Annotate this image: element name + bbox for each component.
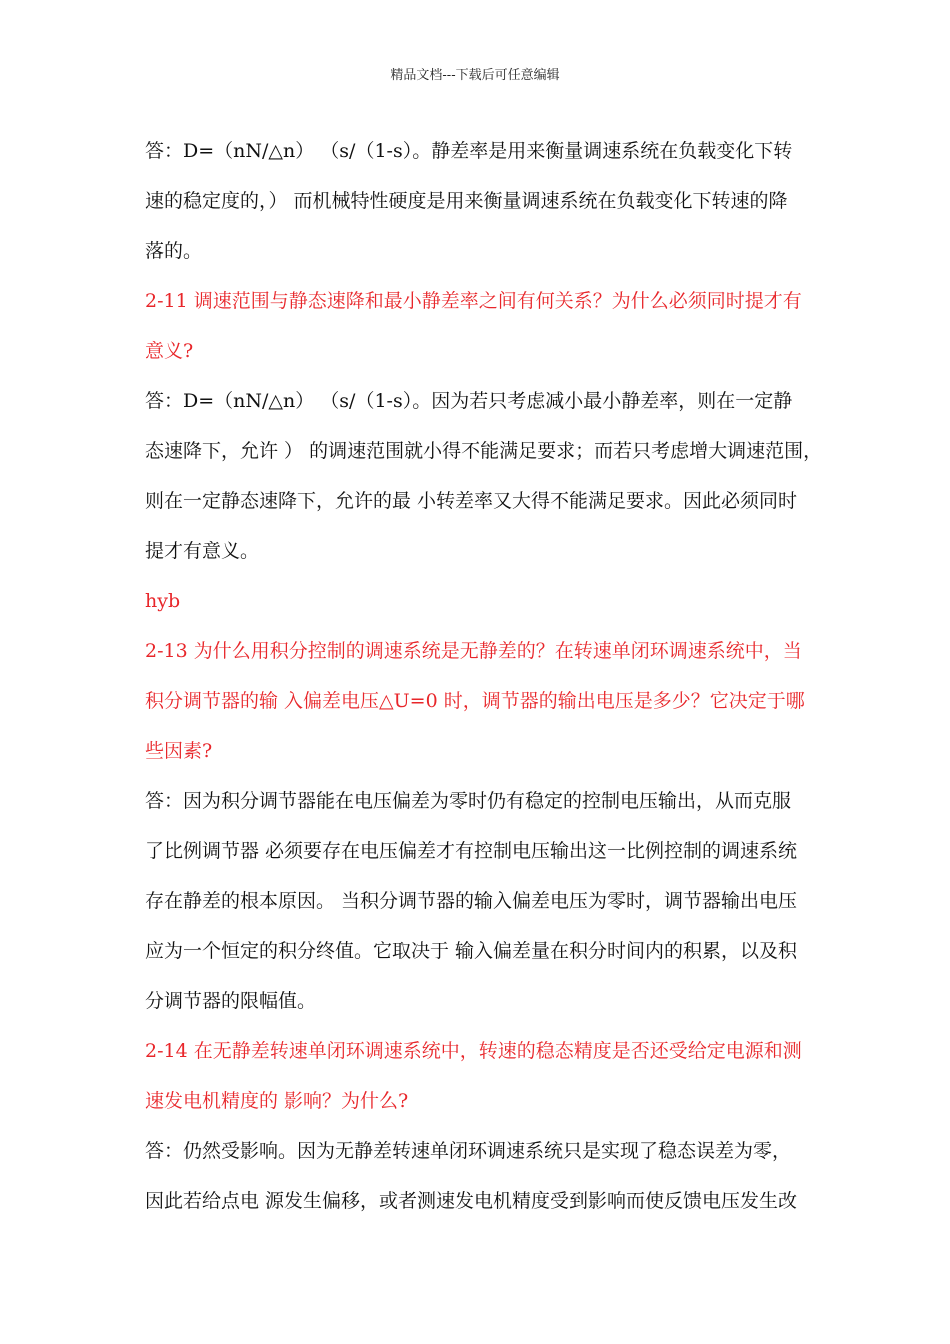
- question-line: 2-14 在无静差转速单闭环调速系统中，转速的稳态精度是否还受给定电源和测: [145, 1040, 802, 1062]
- text-line: 应为一个恒定的积分终值。它取决于 输入偏差量在积分时间内的积累，以及积: [145, 940, 798, 962]
- question-line: 2-13 为什么用积分控制的调速系统是无静差的？在转速单闭环调速系统中，当: [145, 640, 802, 662]
- text-line: 答：因为积分调节器能在电压偏差为零时仍有稳定的控制电压输出，从而克服: [145, 790, 792, 812]
- question-line: 速发电机精度的 影响？为什么?: [145, 1090, 409, 1112]
- question-line: 些因素?: [145, 740, 213, 762]
- text-line: 答：仍然受影响。因为无静差转速单闭环调速系统只是实现了稳态误差为零，: [145, 1140, 792, 1162]
- page-header: 精品文档---下载后可任意编辑: [390, 68, 560, 83]
- text-line: 答：D=（nN/△n） （s/（1-s）。因为若只考虑减小最小静差率，则在一定静: [145, 390, 793, 412]
- question-line: 积分调节器的输 入偏差电压△U=0 时，调节器的输出电压是多少？它决定于哪: [145, 690, 805, 712]
- text-line: 则在一定静态速降下，允许的最 小转差率又大得不能满足要求。因此必须同时: [145, 490, 798, 512]
- text-line: 速的稳定度的，） 而机械特性硬度是用来衡量调速系统在负载变化下转速的降: [145, 190, 788, 212]
- text-line: 因此若给点电 源发生偏移，或者测速发电机精度受到影响而使反馈电压发生改: [145, 1190, 798, 1212]
- text-line: 提才有意义。: [145, 540, 260, 562]
- text-line: 态速降下，允许 ） 的调速范围就小得不能满足要求；而若只考虑增大调速范围，: [145, 440, 823, 462]
- text-line: 分调节器的限幅值。: [145, 990, 317, 1012]
- document-body: [145, 130, 825, 1230]
- question-line: 意义?: [145, 340, 194, 362]
- text-line: 了比例调节器 必须要存在电压偏差才有控制电压输出这一比例控制的调速系统: [145, 840, 798, 862]
- marker-line: hyb: [145, 590, 181, 612]
- text-line: 存在静差的根本原因。 当积分调节器的输入偏差电压为零时，调节器输出电压: [145, 890, 798, 912]
- question-line: 2-11 调速范围与静态速降和最小静差率之间有何关系？为什么必须同时提才有: [145, 290, 802, 312]
- text-line: 答：D=（nN/△n） （s/（1-s）。静差率是用来衡量调速系统在负载变化下转: [145, 140, 793, 162]
- text-line: 落的。: [145, 240, 203, 262]
